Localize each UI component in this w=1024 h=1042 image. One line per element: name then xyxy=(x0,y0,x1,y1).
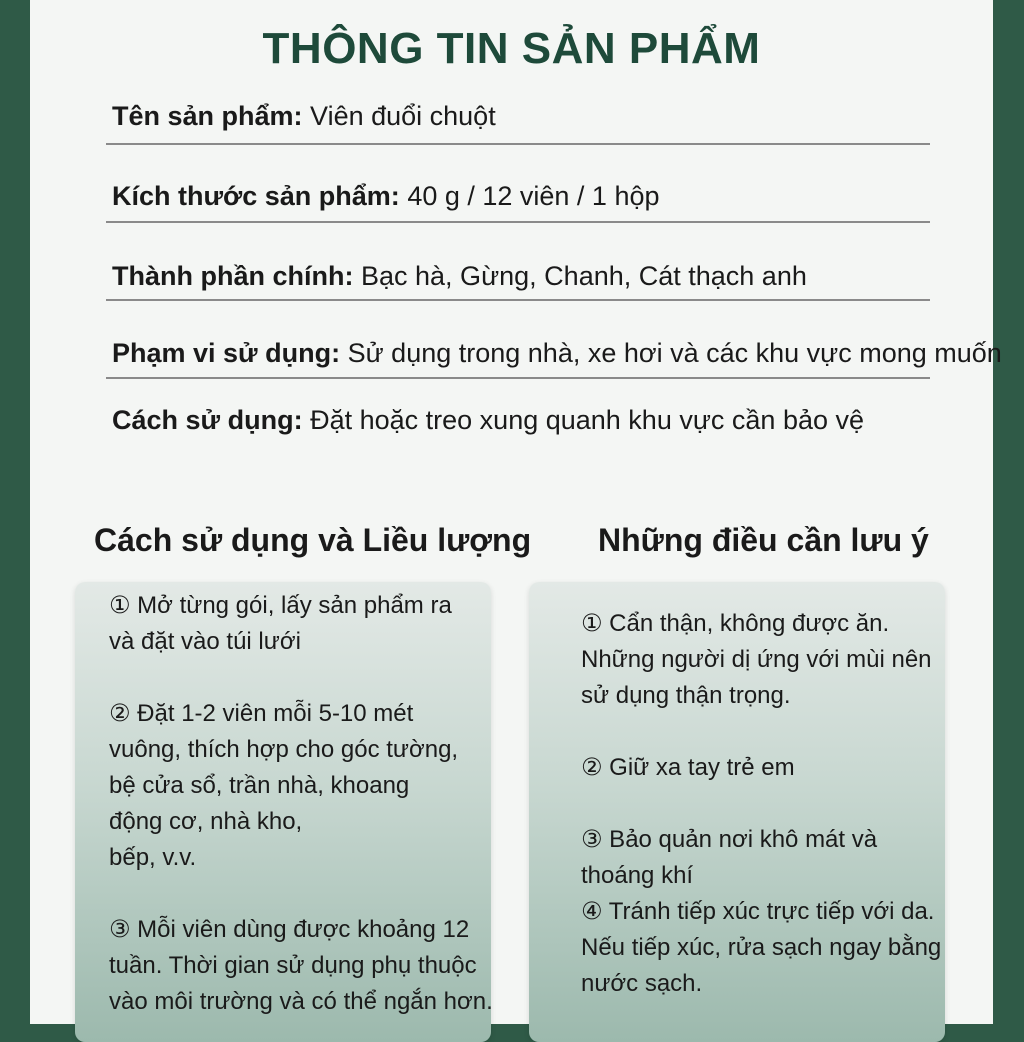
product-info-page xyxy=(30,0,1002,1024)
info-label: Tên sản phẩm: xyxy=(112,101,303,131)
usage-line: vuông, thích hợp cho góc tường, xyxy=(109,736,459,763)
notes-line: Những người dị ứng với mùi nên xyxy=(581,646,932,673)
notes-line: thoáng khí xyxy=(581,862,694,889)
notes-line: ④ Tránh tiếp xúc trực tiếp với da. xyxy=(581,898,935,925)
info-value: Đặt hoặc treo xung quanh khu vực cần bảo vệ xyxy=(310,405,865,435)
usage-line: động cơ, nhà kho, xyxy=(109,808,303,835)
info-row-ingredients xyxy=(112,258,930,294)
usage-line: và đặt vào túi lưới xyxy=(109,628,301,655)
notes-line: sử dụng thận trọng. xyxy=(581,682,791,709)
divider xyxy=(106,299,930,301)
usage-text xyxy=(109,588,493,1020)
usage-line: ③ Mỗi viên dùng được khoảng 12 xyxy=(109,916,470,943)
info-label: Phạm vi sử dụng: xyxy=(112,338,341,368)
divider xyxy=(106,377,930,379)
info-value: Bạc hà, Gừng, Chanh, Cát thạch anh xyxy=(361,261,807,291)
notes-line: ③ Bảo quản nơi khô mát và xyxy=(581,826,878,853)
info-row-name xyxy=(112,98,930,134)
info-value: Viên đuổi chuột xyxy=(310,101,496,131)
usage-line: ② Đặt 1-2 viên mỗi 5-10 mét xyxy=(109,700,414,727)
info-value: 40 g / 12 viên / 1 hộp xyxy=(407,181,660,211)
notes-text xyxy=(581,606,942,1002)
usage-line: bệ cửa sổ, trần nhà, khoang xyxy=(109,772,410,799)
usage-line: tuần. Thời gian sử dụng phụ thuộc xyxy=(109,952,477,979)
info-label: Kích thước sản phẩm: xyxy=(112,181,400,211)
usage-line: vào môi trường và có thể ngắn hơn. xyxy=(109,988,493,1015)
info-label: Cách sử dụng: xyxy=(112,405,303,435)
notes-line: ① Cẩn thận, không được ăn. xyxy=(581,610,890,637)
usage-card xyxy=(75,582,491,1042)
info-row-usage xyxy=(112,402,930,438)
usage-line: ① Mở từng gói, lấy sản phẩm ra xyxy=(109,592,452,619)
info-value: Sử dụng trong nhà, xe hơi và các khu vực mong muốn xyxy=(347,338,1002,368)
divider xyxy=(106,143,930,145)
notes-card xyxy=(529,582,945,1042)
notes-line: nước sạch. xyxy=(581,970,703,997)
divider xyxy=(106,221,930,223)
notes-heading: Những điều cần lưu ý xyxy=(598,522,929,558)
page-title: THÔNG TIN SẢN PHẨM xyxy=(262,24,761,73)
usage-heading: Cách sử dụng và Liều lượng xyxy=(94,522,532,558)
usage-line: bếp, v.v. xyxy=(109,844,197,871)
info-row-size xyxy=(112,178,930,214)
info-row-scope xyxy=(112,335,1002,371)
info-label: Thành phần chính: xyxy=(112,261,354,291)
notes-line: Nếu tiếp xúc, rửa sạch ngay bằng xyxy=(581,934,942,961)
notes-line: ② Giữ xa tay trẻ em xyxy=(581,754,795,781)
